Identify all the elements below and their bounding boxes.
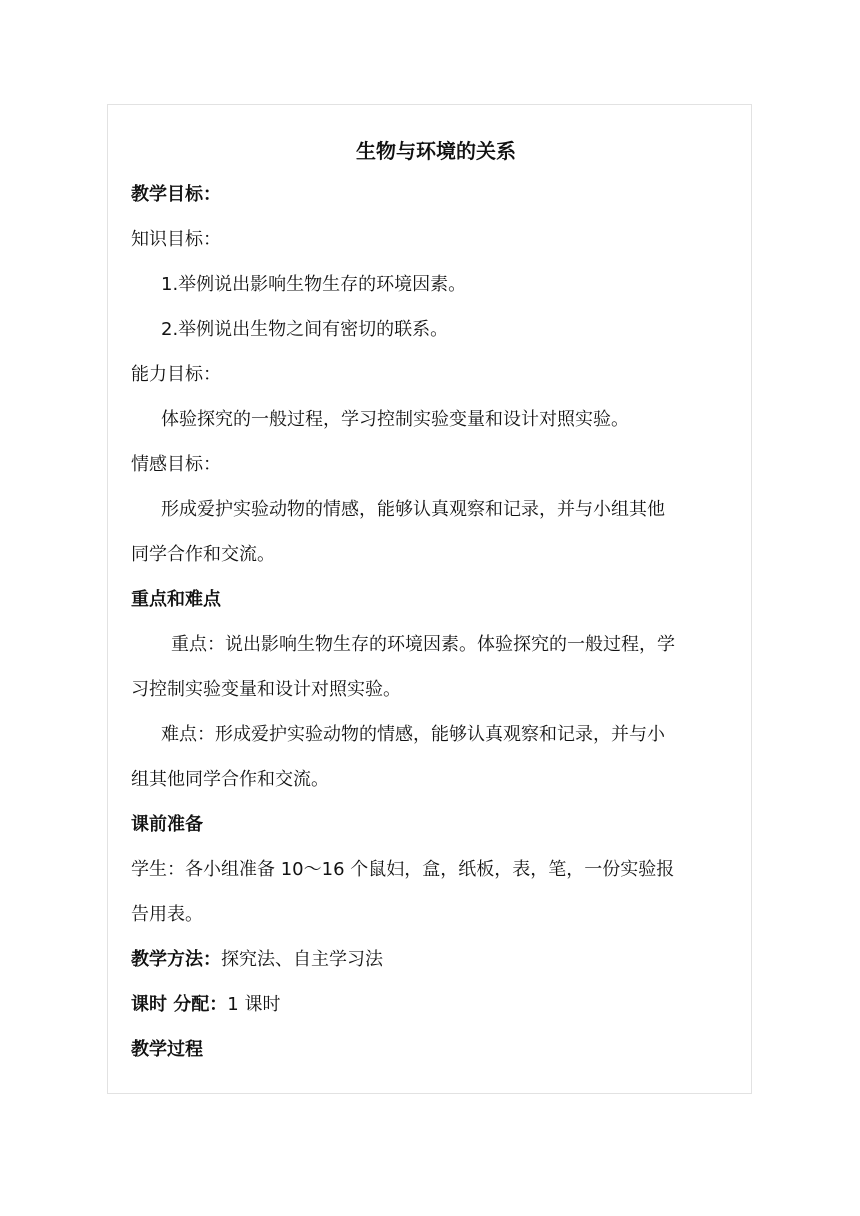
emotion-goal-text-continued: 同学合作和交流。 — [131, 544, 275, 565]
knowledge-goal-label: 知识目标： — [131, 229, 221, 250]
emotion-goal-label: 情感目标： — [131, 454, 221, 475]
emotion-goal-text: 形成爱护实验动物的情感，能够认真观察和记录，并与小组其他 — [161, 499, 665, 520]
document-title: 生物与环境的关系 — [356, 139, 516, 163]
class-hours-value: 1 课时 — [227, 994, 281, 1015]
difficult-point-text-continued: 组其他同学合作和交流。 — [131, 769, 329, 790]
teaching-process-heading: 教学过程 — [131, 1039, 203, 1060]
difficult-point-text: 难点：形成爱护实验动物的情感，能够认真观察和记录，并与小 — [161, 724, 665, 745]
class-hours-label: 课时 分配： — [131, 994, 228, 1015]
preparation-heading: 课前准备 — [131, 814, 203, 835]
teaching-method-value: 探究法、自主学习法 — [221, 949, 383, 970]
document-body — [131, 130, 731, 1072]
knowledge-goal-item: 1.举例说出影响生物生存的环境因素。 — [161, 274, 467, 295]
ability-goal-text: 体验探究的一般过程，学习控制实验变量和设计对照实验。 — [161, 409, 629, 430]
teaching-goals-heading: 教学目标： — [131, 184, 221, 205]
knowledge-goal-item: 2.举例说出生物之间有密切的联系。 — [161, 319, 449, 340]
preparation-text: 学生：各小组准备 10～16 个鼠妇，盒，纸板，表，笔，一份实验报 — [131, 859, 675, 880]
teaching-method-row — [131, 937, 731, 982]
key-point-text: 重点：说出影响生物生存的环境因素。体验探究的一般过程，学 — [171, 634, 675, 655]
class-hours-row — [131, 982, 731, 1027]
ability-goal-label: 能力目标： — [131, 364, 221, 385]
key-point-text-continued: 习控制实验变量和设计对照实验。 — [131, 679, 401, 700]
teaching-method-label: 教学方法： — [131, 949, 221, 970]
key-points-heading: 重点和难点 — [131, 589, 221, 610]
preparation-text-continued: 告用表。 — [131, 904, 203, 925]
